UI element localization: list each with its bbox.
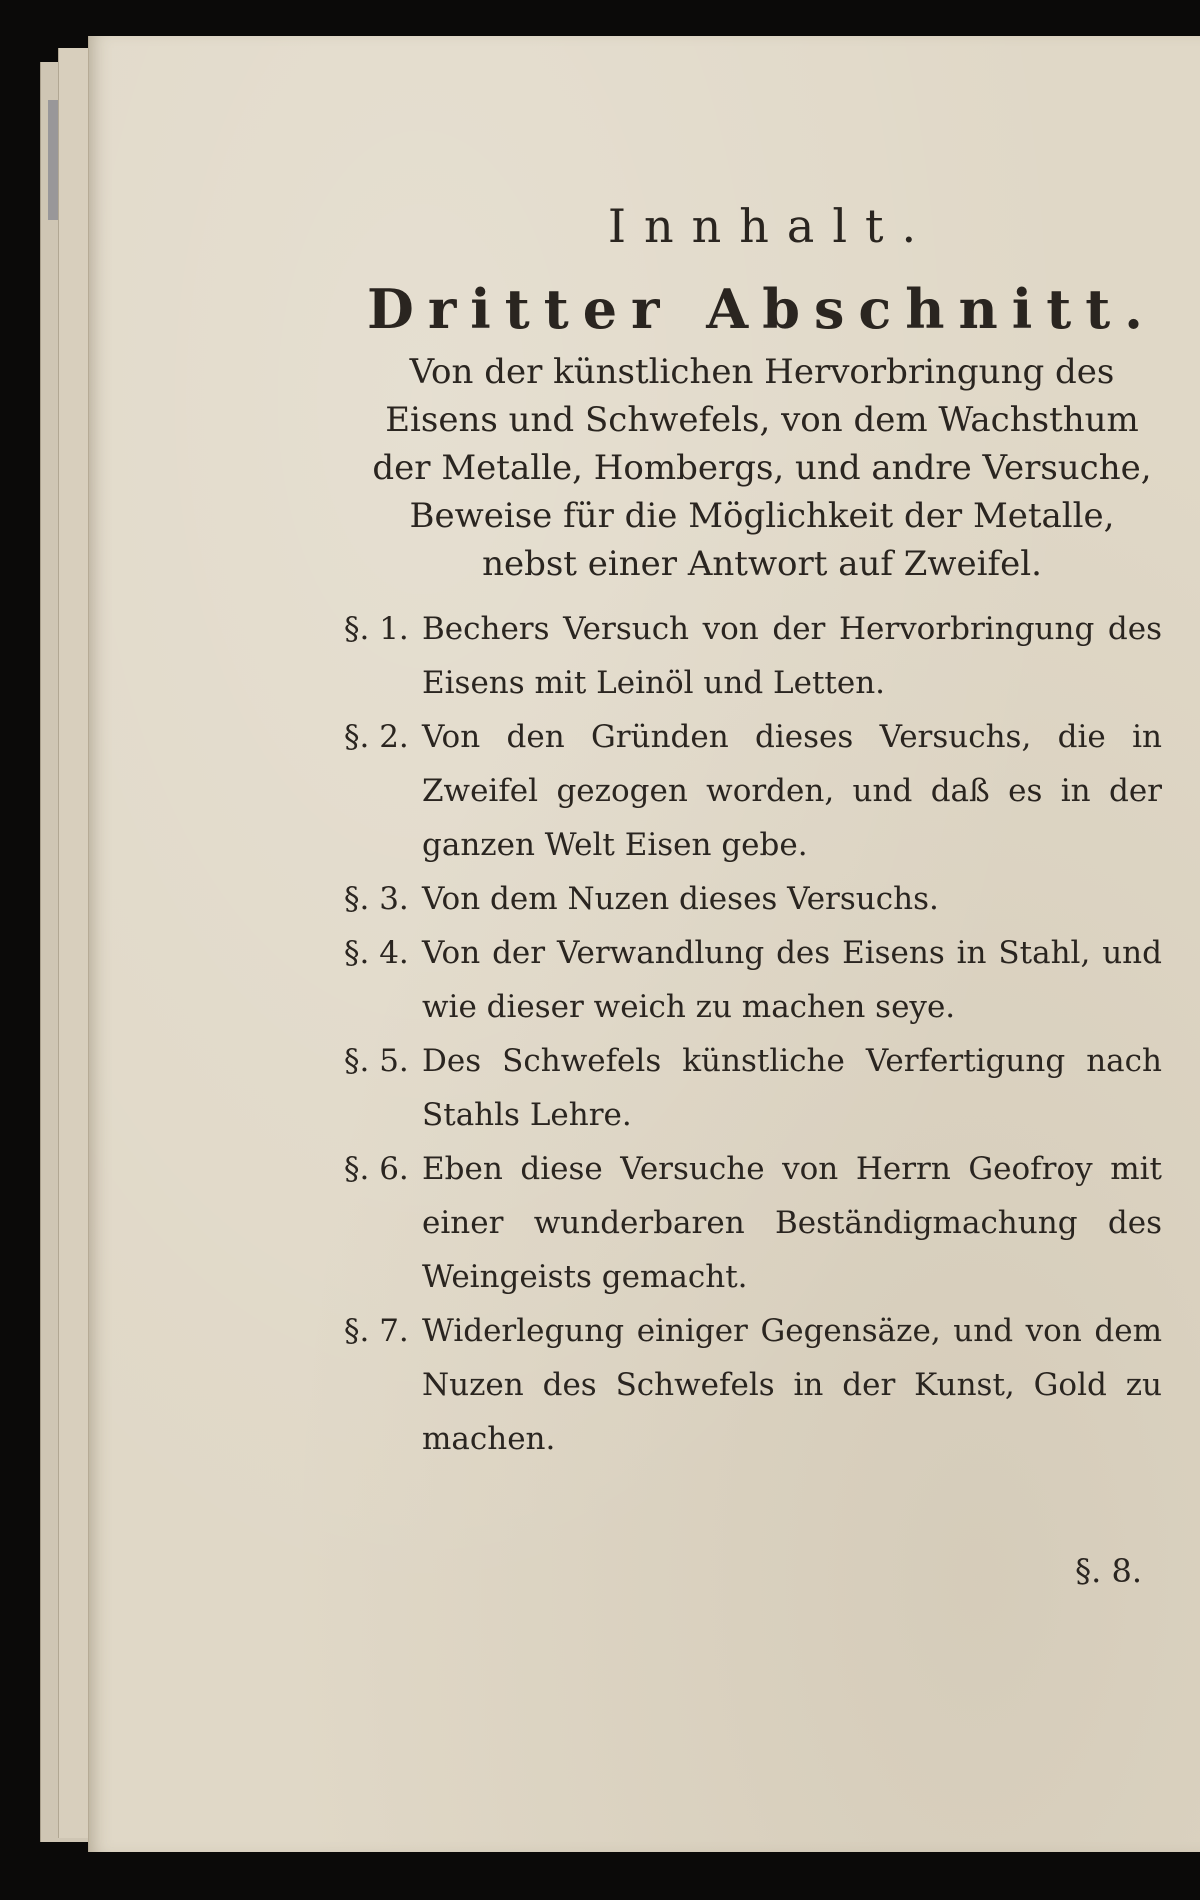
section-title: Widerlegung einiger Gegensäze, und von dem Nuzen des Schwefels in der Kunst, Gold zu machen. bbox=[422, 1313, 1162, 1457]
section-number: §. 5. bbox=[344, 1043, 409, 1079]
section-number: §. 3. bbox=[344, 881, 409, 917]
binding-strip bbox=[48, 100, 58, 220]
section-title: Bechers Versuch von der Hervorbringung des Eisens mit Leinöl und Letten. bbox=[422, 611, 1162, 701]
section-summary: Von der künstlichen Hervorbringung des Eisens und Schwefels, von dem Wachsthum der Metalle, Hombergs, und andre Versuche, Beweise für die Möglichkeit der Metalle, nebst einer Antwort auf Zweifel. bbox=[372, 352, 1152, 584]
section-number: §. 1. bbox=[344, 611, 409, 647]
contents-list bbox=[344, 602, 1162, 1466]
catchword: §. 8. bbox=[1075, 1552, 1142, 1590]
section-title: Des Schwefels künstliche Verfertigung nach Stahls Lehre. bbox=[422, 1043, 1162, 1133]
page-fold bbox=[88, 36, 89, 1852]
list-item bbox=[344, 872, 1162, 926]
section-number: §. 4. bbox=[344, 935, 409, 971]
list-item bbox=[344, 710, 1162, 872]
page-heading: Innhalt. bbox=[607, 199, 935, 253]
section-title: Von der Verwandlung des Eisens in Stahl, und wie dieser weich zu machen seye. bbox=[422, 935, 1162, 1025]
section-number: §. 7. bbox=[344, 1313, 409, 1349]
section-title: Von den Gründen dieses Versuchs, die in Zweifel gezogen worden, und daß es in der ganzen Welt Eisen gebe. bbox=[422, 719, 1162, 863]
list-item bbox=[344, 1142, 1162, 1304]
section-number: §. 6. bbox=[344, 1151, 409, 1187]
list-item bbox=[344, 926, 1162, 1034]
list-item bbox=[344, 1304, 1162, 1466]
section-heading: Dritter Abschnitt. bbox=[367, 277, 1157, 341]
list-item bbox=[344, 1034, 1162, 1142]
section-title: Von dem Nuzen dieses Versuchs. bbox=[422, 881, 939, 917]
section-title: Eben diese Versuche von Herrn Geofroy mit einer wunderbaren Beständigmachung des Weingeists gemacht. bbox=[422, 1151, 1162, 1295]
section-number: §. 2. bbox=[344, 719, 409, 755]
contents-text-block bbox=[344, 196, 1162, 1466]
list-item bbox=[344, 602, 1162, 710]
